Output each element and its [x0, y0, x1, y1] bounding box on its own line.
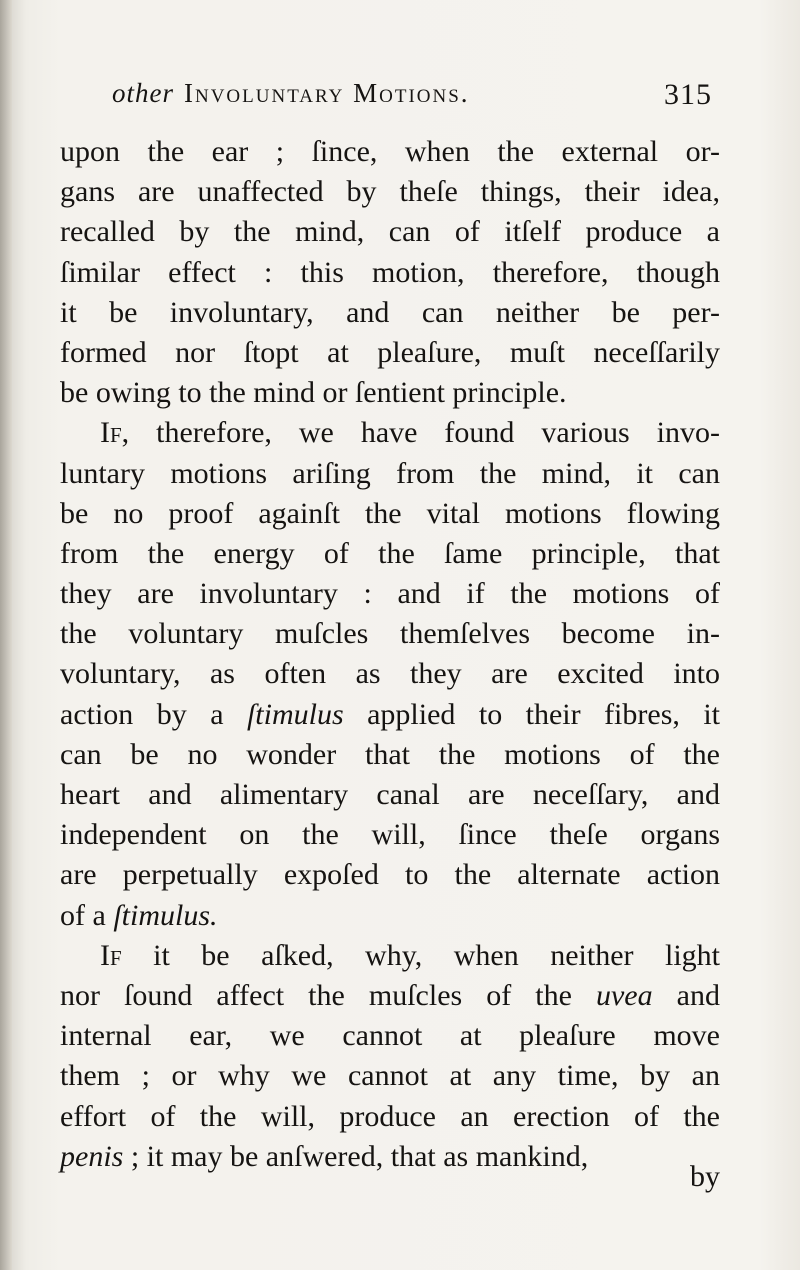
text-segment: luntary motions ariſing from the mind, it can [60, 456, 720, 490]
text-segment: upon the ear ; ſince, when the external or- [60, 135, 720, 168]
text-segment: nor ſound affect the muſcles of the [60, 978, 596, 1012]
text-line [60, 896, 720, 936]
header-title: Involuntary Motions. [184, 78, 470, 108]
page-gutter-shadow [0, 0, 12, 1270]
text-line [60, 574, 720, 614]
text-segment: voluntary, as often as they are excited into [60, 657, 720, 691]
small-caps-word: If [100, 938, 122, 972]
text-segment: are perpetually expoſed to the alternate action [60, 858, 720, 892]
text-line [60, 815, 720, 855]
text-segment: it be involuntary, and can neither be per- [60, 295, 720, 329]
italic-word: ſtimulus [246, 697, 344, 731]
text-segment: heart and alimentary canal are neceſſary, and [60, 778, 720, 811]
text-segment: formed nor ſtopt at pleaſure, muſt neceſſarily [60, 335, 720, 369]
text-line [60, 293, 720, 333]
text-segment: independent on the will, ſince theſe organs [60, 818, 720, 852]
text-segment: and [652, 978, 720, 1012]
text-line [60, 212, 720, 252]
text-line [60, 1056, 720, 1096]
text-line [60, 494, 720, 534]
text-segment: action by a [60, 697, 247, 731]
text-segment: internal ear, we cannot at pleaſure move [60, 1019, 720, 1053]
italic-word: uvea [595, 978, 653, 1012]
text-body [60, 132, 720, 1177]
catchword: by [690, 1160, 720, 1193]
text-line [60, 413, 720, 453]
page-number: 315 [664, 78, 712, 111]
text-segment: it be aſked, why, when neither light [121, 938, 720, 972]
text-segment: recalled by the mind, can of itſelf produce a [60, 215, 720, 249]
italic-word: penis [60, 1139, 124, 1173]
text-line [60, 614, 720, 654]
text-line [60, 936, 720, 976]
text-segment: applied to their fibres, it [343, 697, 720, 731]
italic-word: ſtimulus. [113, 898, 218, 932]
text-segment: can be no wonder that the motions of the [60, 737, 720, 771]
text-segment: the voluntary muſcles themſelves become in- [60, 617, 720, 651]
text-line [60, 1097, 720, 1137]
text-line [60, 373, 720, 413]
text-line [60, 855, 720, 895]
running-header [112, 78, 712, 122]
text-line [60, 333, 720, 373]
text-line [60, 534, 720, 574]
text-segment: ſimilar effect : this motion, therefore, though [60, 255, 720, 289]
text-line [60, 775, 720, 815]
text-segment: be no proof againſt the vital motions flowing [60, 496, 720, 530]
header-italic-word: other [112, 78, 174, 108]
small-caps-word: If [100, 416, 122, 450]
text-segment: ; it may be anſwered, that as mankind, [123, 1139, 589, 1173]
text-line [60, 654, 720, 694]
text-segment: effort of the will, produce an erection of the [60, 1099, 720, 1133]
text-line [60, 454, 720, 494]
text-line [60, 132, 720, 172]
text-segment: they are involuntary : and if the motions of [60, 577, 720, 611]
text-line [60, 695, 720, 735]
text-segment: gans are unaffected by theſe things, their idea, [60, 175, 720, 209]
text-segment: them ; or why we cannot at any time, by an [60, 1059, 720, 1093]
text-segment: be owing to the mind or ſentient principle. [60, 376, 567, 410]
text-segment: of a [60, 898, 114, 932]
text-line [60, 1016, 720, 1056]
text-line [60, 735, 720, 775]
text-line [60, 976, 720, 1016]
text-line [60, 1137, 720, 1177]
text-segment: , therefore, we have found various invo- [121, 416, 720, 450]
text-line [60, 253, 720, 293]
text-segment: from the energy of the ſame principle, that [60, 536, 720, 570]
text-line [60, 172, 720, 212]
